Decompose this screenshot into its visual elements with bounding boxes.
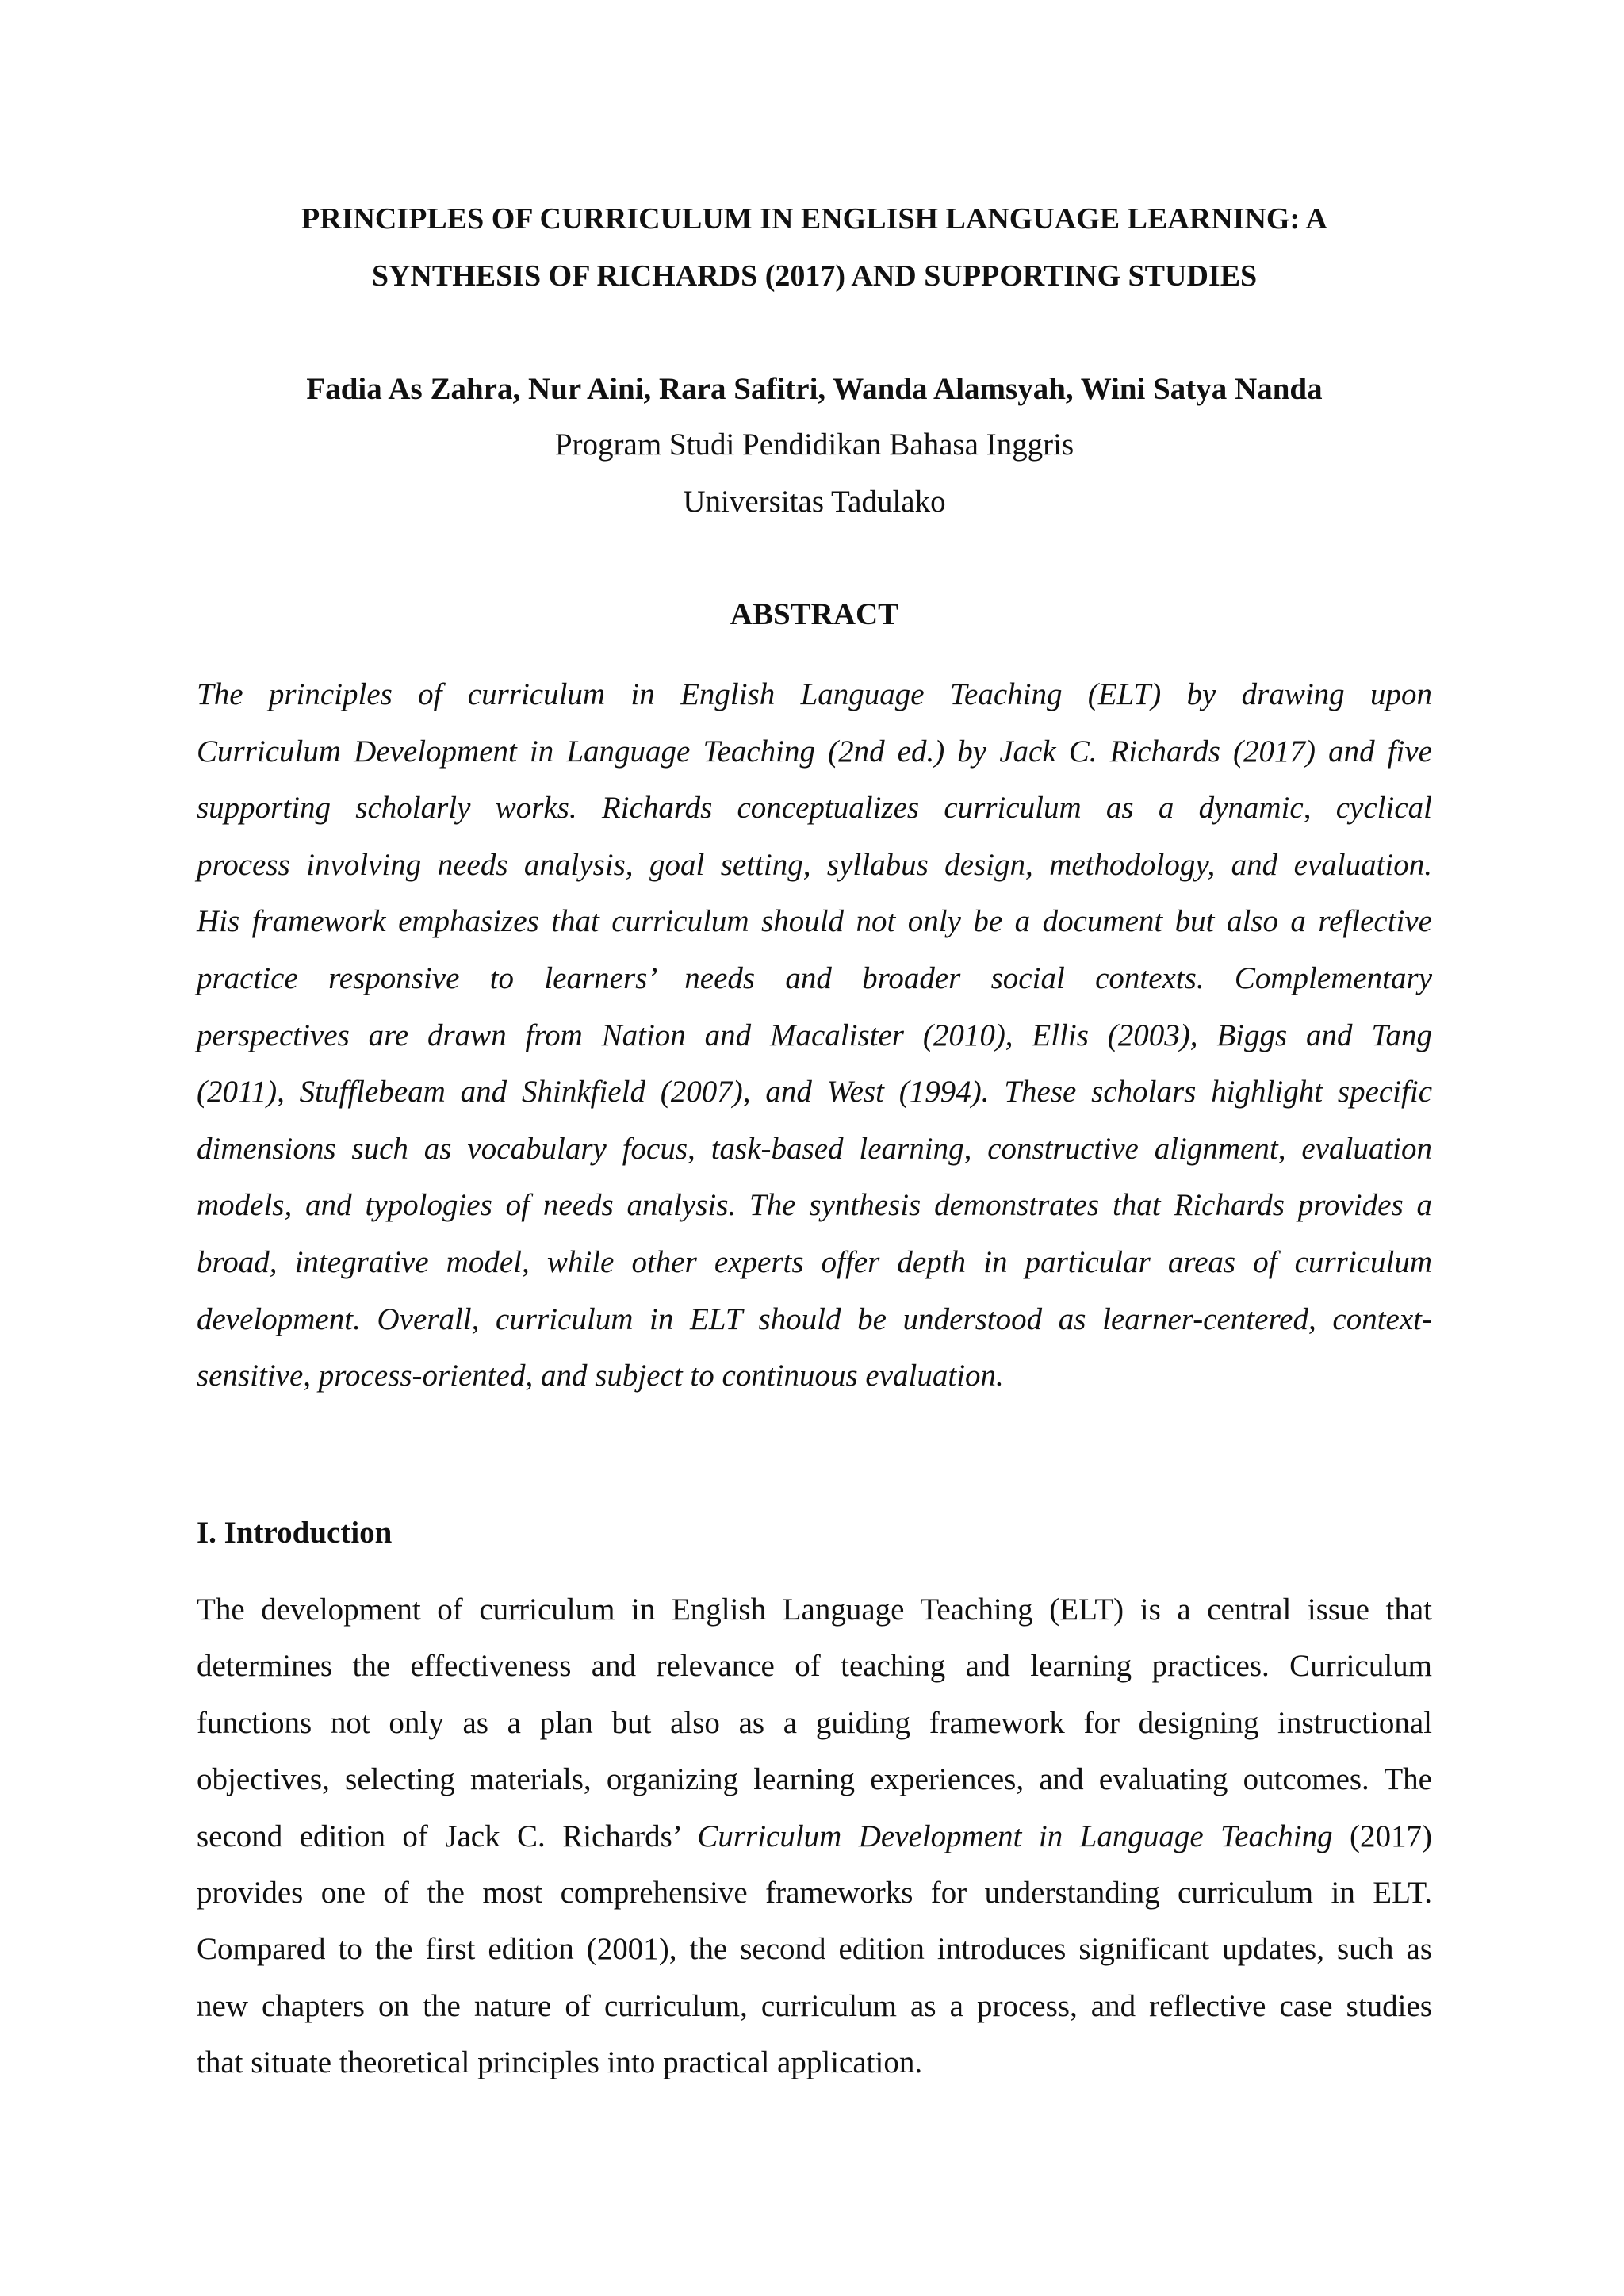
body-line: new chapters on the nature of curriculum, curriculum as a process, and reflective case studies: [197, 1988, 1432, 2023]
affiliation-university: Universitas Tadulako: [683, 485, 946, 519]
abstract-line: practice responsive to learners’ needs and broader social contexts. Complementary: [197, 960, 1432, 995]
body-line: The development of curriculum in English Language Teaching (ELT) is a central issue that: [197, 1593, 1432, 1627]
abstract-line: broad, integrative model, while other experts offer depth in particular areas of curriculum: [197, 1244, 1432, 1279]
affiliation-program: Program Studi Pendidikan Bahasa Inggris: [554, 427, 1074, 462]
abstract-line: development. Overall, curriculum in ELT should be understood as learner-centered, context-: [197, 1301, 1432, 1336]
abstract-line: perspectives are drawn from Nation and Macalister (2010), Ellis (2003), Biggs and Tang: [197, 1018, 1432, 1052]
abstract-line: process involving needs analysis, goal setting, syllabus design, methodology, and evaluation.: [197, 847, 1432, 882]
abstract-line: sensitive, process-oriented, and subject to continuous evaluation.: [197, 1359, 1004, 1393]
abstract-line: His framework emphasizes that curriculum should not only be a document but also a reflective: [197, 904, 1432, 939]
abstract-line: Curriculum Development in Language Teaching (2nd ed.) by Jack C. Richards (2017) and five: [197, 734, 1432, 769]
body-line: determines the effectiveness and relevance of teaching and learning practices. Curriculum: [197, 1649, 1432, 1684]
body-line: functions not only as a plan but also as a guiding framework for designing instructional: [197, 1705, 1432, 1740]
body-line: that situate theoretical principles into practical application.: [197, 2045, 923, 2080]
body-text: second edition of Jack C. Richards’: [197, 1819, 698, 1853]
paper-title-line: SYNTHESIS OF RICHARDS (2017) AND SUPPORTING STUDIES: [371, 259, 1258, 293]
abstract-line: models, and typologies of needs analysis. The synthesis demonstrates that Richards provides a: [197, 1188, 1432, 1223]
abstract-line: dimensions such as vocabulary focus, task-based learning, constructive alignment, evaluation: [197, 1131, 1432, 1166]
body-line: provides one of the most comprehensive frameworks for understanding curriculum in ELT.: [197, 1876, 1432, 1911]
abstract-line: supporting scholarly works. Richards conceptualizes curriculum as a dynamic, cyclical: [197, 791, 1432, 826]
paper-title: [197, 190, 1432, 305]
book-title: Curriculum Development in Language Teaching: [697, 1819, 1333, 1853]
author-list: Fadia As Zahra, Nur Aini, Rara Safitri, Wanda Alamsyah, Wini Satya Nanda: [306, 372, 1323, 406]
abstract-heading: ABSTRACT: [730, 597, 899, 631]
paper-title-line: PRINCIPLES OF CURRICULUM IN ENGLISH LANGUAGE LEARNING: A: [301, 202, 1327, 236]
abstract-text: [197, 666, 1432, 1405]
abstract-line: The principles of curriculum in English Language Teaching (ELT) by drawing upon: [197, 677, 1432, 711]
body-line-with-book-title: [197, 1808, 1432, 1865]
section-heading-introduction: I. Introduction: [197, 1516, 393, 1550]
body-line: objectives, selecting materials, organizing learning experiences, and evaluating outcomes. The: [197, 1762, 1432, 1797]
body-line: Compared to the first edition (2001), the second edition introduces significant updates, such as: [197, 1932, 1432, 1967]
introduction-paragraph: [197, 1581, 1432, 2091]
abstract-line: (2011), Stufflebeam and Shinkfield (2007), and West (1994). These scholars highlight specific: [197, 1075, 1432, 1110]
body-text: (2017): [1332, 1819, 1432, 1853]
